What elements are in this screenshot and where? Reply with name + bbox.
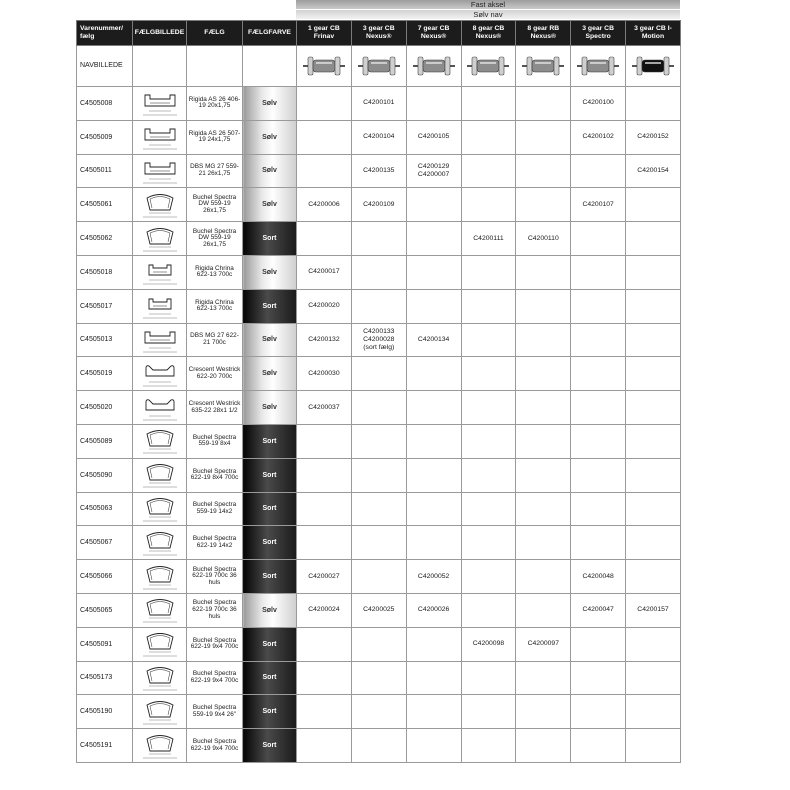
header-gear-5: 8 gear RB Nexus® [516,21,571,46]
rim-item-number: C4505011 [77,154,133,188]
hub-image-cell [626,46,681,87]
rim-profile-narrow-icon [134,257,185,287]
wheel-code-cell [626,87,681,121]
imotion-hub-icon [627,53,679,79]
rim-name: Rigida AS 26 406-19 20x1,75 [187,87,243,121]
rim-color: Sort [243,560,297,594]
rim-color: Sølv [243,120,297,154]
table-row [77,289,681,323]
table-row [77,729,681,763]
wheel-code-cell [406,357,461,391]
rim-profile-deep-icon [134,595,185,625]
hub-image-cell [406,46,461,87]
wheel-code-cell: C4200006 [297,188,352,222]
wheel-code-cell [571,627,626,661]
table-row [77,154,681,188]
wheel-code-cell [461,695,516,729]
rim-item-number: C4505063 [77,492,133,526]
rim-profile-wide-icon [134,156,185,186]
wheel-code-cell: C4200048 [571,560,626,594]
rim-image-cell [133,222,187,256]
wheel-code-cell [626,661,681,695]
wheel-code-cell: C4200026 [406,593,461,627]
wheel-code-cell [297,154,352,188]
wheel-code-cell [571,695,626,729]
wheel-code-cell [516,323,571,357]
wheel-code-cell [626,188,681,222]
rim-color: Sølv [243,593,297,627]
rim-color: Sort [243,222,297,256]
rim-color: Sølv [243,255,297,289]
table-row [77,424,681,458]
rim-item-number: C4505173 [77,661,133,695]
wheel-code-cell [351,357,406,391]
wheel-code-cell [351,526,406,560]
table-row [77,492,681,526]
wheel-code-cell [297,87,352,121]
rim-image-cell [133,661,187,695]
wheel-code-cell [516,593,571,627]
table-row [77,323,681,357]
wheel-code-cell: C4200129 C4200007 [406,154,461,188]
empty-cell [243,46,297,87]
wheel-code-cell [516,695,571,729]
rim-color: Sort [243,289,297,323]
rim-profile-wide-icon [134,88,185,118]
rim-name: DBS MG 27 559-21 26x1,75 [187,154,243,188]
rim-item-number: C4505091 [77,627,133,661]
wheel-code-cell [571,323,626,357]
wheel-code-cell [626,255,681,289]
wheel-code-cell [461,593,516,627]
rim-profile-wide-icon [134,122,185,152]
wheel-code-cell [351,289,406,323]
wheel-code-cell: C4200157 [626,593,681,627]
rim-name: Buchel Spectra 622-19 9x4 700c [187,661,243,695]
rim-name: Buchel Spectra 622-19 700c 36 huls [187,560,243,594]
wheel-code-cell [516,458,571,492]
rim-profile-deep-icon [134,426,185,456]
rim-color: Sølv [243,323,297,357]
wheel-code-cell [461,458,516,492]
rim-name: Rigida Chrina 622-13 700c [187,255,243,289]
wheel-code-cell: C4200111 [461,222,516,256]
wheel-code-cell: C4200154 [626,154,681,188]
header-gear-2: 3 gear CB Nexus® [351,21,406,46]
rim-name: Buchel Spectra DW 559-19 26x1,75 [187,188,243,222]
wheel-code-cell [626,391,681,425]
wheel-code-cell [571,492,626,526]
wheel-code-cell: C4200104 [351,120,406,154]
wheel-code-cell [297,729,352,763]
rim-color: Sort [243,695,297,729]
wheel-code-cell [626,627,681,661]
rim-hub-table [76,20,681,763]
wheel-code-cell [516,357,571,391]
wheel-code-cell [516,526,571,560]
wheel-code-cell [461,357,516,391]
wheel-code-cell [571,526,626,560]
wheel-code-cell: C4200132 [297,323,352,357]
wheel-code-cell [461,729,516,763]
rim-name: Rigida Chrina 622-13 700c [187,289,243,323]
wheel-code-cell: C4200101 [351,87,406,121]
table-row [77,661,681,695]
rim-color: Sølv [243,188,297,222]
wheel-code-cell [351,661,406,695]
wheel-code-cell [461,424,516,458]
wheel-code-cell [406,627,461,661]
wheel-code-cell: C4200133 C4200028 (sort fælg) [351,323,406,357]
wheel-code-cell: C4200020 [297,289,352,323]
wheel-code-cell [626,222,681,256]
hub-image-cell [461,46,516,87]
rim-image-cell [133,593,187,627]
rim-color: Sort [243,661,297,695]
rim-name: DBS MG 27 622-21 700c [187,323,243,357]
wheel-code-cell: C4200135 [351,154,406,188]
wheel-code-cell [461,391,516,425]
wheel-code-cell [461,87,516,121]
wheel-code-cell [571,391,626,425]
wheel-code-cell [461,188,516,222]
wheel-code-cell: C4200105 [406,120,461,154]
wheel-code-cell [516,120,571,154]
rim-image-cell [133,458,187,492]
rim-name: Crescent Westrick 622-20 700c [187,357,243,391]
rim-item-number: C4505061 [77,188,133,222]
wheel-code-cell [351,492,406,526]
wheel-code-cell [626,323,681,357]
rim-image-cell [133,323,187,357]
hub-image-cell [516,46,571,87]
hub-image-cell [351,46,406,87]
header-gear-3: 7 gear CB Nexus® [406,21,461,46]
wheel-code-cell: C4200037 [297,391,352,425]
wheel-code-cell [516,492,571,526]
wheel-code-cell [351,729,406,763]
rim-name: Buchel Spectra DW 559-19 26x1,75 [187,222,243,256]
wheel-code-cell [351,560,406,594]
wheel-code-cell [297,120,352,154]
rim-item-number: C4505067 [77,526,133,560]
rim-image-cell [133,120,187,154]
wheel-code-cell [571,154,626,188]
wheel-code-cell: C4200134 [406,323,461,357]
wheel-code-cell [351,424,406,458]
nexus8rb-hub-icon [517,53,569,79]
rim-profile-deep-icon [134,528,185,558]
table-row [77,357,681,391]
rim-image-cell [133,526,187,560]
rim-image-cell [133,391,187,425]
band-fixed-axle: Fast aksel [296,0,680,9]
wheel-code-cell: C4200030 [297,357,352,391]
wheel-code-cell: C4200097 [516,627,571,661]
rim-image-cell [133,289,187,323]
rim-item-number: C4505090 [77,458,133,492]
rim-item-number: C4505191 [77,729,133,763]
table-row [77,188,681,222]
rim-image-cell [133,255,187,289]
table-row [77,695,681,729]
table-row [77,391,681,425]
wheel-code-cell [461,323,516,357]
wheel-code-cell [461,560,516,594]
rim-profile-deep-icon [134,697,185,727]
table-row [77,120,681,154]
wheel-code-cell [351,255,406,289]
wheel-code-cell: C4200025 [351,593,406,627]
rim-profile-wide-icon [134,325,185,355]
wheel-code-cell [571,458,626,492]
rim-name: Buchel Spectra 622-19 700c 36 huls [187,593,243,627]
wheel-code-cell [516,289,571,323]
wheel-code-cell [571,424,626,458]
table-row [77,560,681,594]
rim-color: Sølv [243,391,297,425]
wheel-code-cell [406,391,461,425]
wheel-code-cell [626,526,681,560]
rim-color: Sort [243,526,297,560]
rim-color: Sort [243,492,297,526]
wheel-code-cell [351,222,406,256]
wheel-code-cell: C4200100 [571,87,626,121]
header-varenr: Varenummer/ fælg [77,21,133,46]
rim-profile-deep-icon [134,731,185,761]
wheel-code-cell [406,255,461,289]
rim-image-cell [133,87,187,121]
wheel-code-cell [626,560,681,594]
rim-item-number: C4505017 [77,289,133,323]
rim-color: Sølv [243,154,297,188]
wheel-code-cell [297,222,352,256]
table-row [77,593,681,627]
table-row [77,627,681,661]
rim-name: Buchel Spectra 559-19 9x4 26" [187,695,243,729]
wheel-code-cell [626,695,681,729]
rim-item-number: C4505019 [77,357,133,391]
nexus3-hub-icon [353,53,405,79]
header-gear-4: 8 gear CB Nexus® [461,21,516,46]
header-gear-1: 1 gear CB Frinav [297,21,352,46]
wheel-code-cell [516,729,571,763]
wheel-code-cell [297,695,352,729]
wheel-code-cell [297,492,352,526]
wheel-code-cell [516,661,571,695]
rim-name: Rigida AS 26 507-19 24x1,75 [187,120,243,154]
wheel-code-cell [571,222,626,256]
rim-name: Buchel Spectra 559-19 8x4 [187,424,243,458]
nexus8-hub-icon [463,53,515,79]
header-rim-image: FÆLGBILLEDE [133,21,187,46]
rim-image-cell [133,560,187,594]
wheel-code-cell [351,391,406,425]
rim-item-number: C4505020 [77,391,133,425]
wheel-code-cell [516,424,571,458]
wheel-code-cell [297,424,352,458]
header-rim: FÆLG [187,21,243,46]
rim-image-cell [133,492,187,526]
rim-profile-deep-icon [134,224,185,254]
wheel-code-cell [516,391,571,425]
table-row [77,87,681,121]
header-row [77,21,681,46]
rim-name: Buchel Spectra 559-19 14x2 [187,492,243,526]
hub-image-cell [297,46,352,87]
empty-cell [133,46,187,87]
rim-color: Sort [243,627,297,661]
wheel-code-cell: C4200102 [571,120,626,154]
wheel-code-cell [351,458,406,492]
wheel-code-cell [516,560,571,594]
rim-color: Sølv [243,357,297,391]
header-gear-6: 3 gear CB Spectro [571,21,626,46]
wheel-code-cell: C4200027 [297,560,352,594]
wheel-code-cell [406,729,461,763]
rim-item-number: C4505008 [77,87,133,121]
rim-color: Sølv [243,87,297,121]
wheel-code-cell [461,120,516,154]
hub-image-row [77,46,681,87]
wheel-code-cell [461,661,516,695]
rim-profile-deep-icon [134,663,185,693]
rim-item-number: C4505018 [77,255,133,289]
rim-profile-deep-icon [134,562,185,592]
wheel-code-cell: C4200024 [297,593,352,627]
rim-item-number: C4505013 [77,323,133,357]
wheel-code-cell [297,627,352,661]
wheel-code-cell [516,188,571,222]
rim-item-number: C4505089 [77,424,133,458]
wheel-code-cell: C4200052 [406,560,461,594]
rim-image-cell [133,188,187,222]
rim-item-number: C4505066 [77,560,133,594]
wheel-code-cell: C4200110 [516,222,571,256]
rim-profile-narrow-icon [134,291,185,321]
rim-item-number: C4505062 [77,222,133,256]
rim-item-number: C4505009 [77,120,133,154]
wheel-code-cell [406,222,461,256]
rim-profile-deep-icon [134,494,185,524]
wheel-code-cell [406,458,461,492]
wheel-code-cell [626,729,681,763]
wheel-code-cell: C4200107 [571,188,626,222]
wheel-code-cell [297,661,352,695]
wheel-code-cell: C4200047 [571,593,626,627]
nexus7-hub-icon [408,53,460,79]
table-row [77,222,681,256]
rim-image-cell [133,627,187,661]
rim-name: Buchel Spectra 622-19 9x4 700c [187,729,243,763]
wheel-code-cell [571,729,626,763]
wheel-code-cell [461,492,516,526]
rim-color: Sort [243,729,297,763]
rim-profile-deep-icon [134,460,185,490]
rim-item-number: C4505190 [77,695,133,729]
rim-profile-deep-icon [134,190,185,220]
wheel-code-cell [406,661,461,695]
wheel-code-cell [461,526,516,560]
wheel-code-cell [406,87,461,121]
wheel-code-cell [351,695,406,729]
rim-item-number: C4505065 [77,593,133,627]
rim-profile-flat-icon [134,359,185,389]
wheel-code-cell [516,255,571,289]
wheel-code-cell [571,255,626,289]
wheel-code-cell [626,492,681,526]
rim-image-cell [133,424,187,458]
wheel-code-cell: C4200098 [461,627,516,661]
wheel-code-cell [406,492,461,526]
rim-name: Buchel Spectra 622-19 9x4 700c [187,627,243,661]
wheel-code-cell [516,87,571,121]
wheel-code-cell [571,661,626,695]
table-row [77,526,681,560]
rim-profile-flat-icon [134,393,185,423]
rim-profile-deep-icon [134,629,185,659]
wheel-code-cell [626,458,681,492]
wheel-code-cell: C4200109 [351,188,406,222]
wheel-code-cell [571,357,626,391]
wheel-code-cell [571,289,626,323]
wheel-code-cell: C4200152 [626,120,681,154]
rim-color: Sort [243,458,297,492]
wheel-code-cell [406,424,461,458]
wheel-code-cell [461,154,516,188]
hub-image-label: NAVBILLEDE [77,46,133,87]
rim-image-cell [133,154,187,188]
rim-image-cell [133,357,187,391]
wheel-code-cell [297,526,352,560]
rim-name: Buchel Spectra 622-19 8x4 700c [187,458,243,492]
wheel-code-cell [626,424,681,458]
wheel-code-cell [406,695,461,729]
wheel-code-cell [461,255,516,289]
rim-name: Crescent Westrick 635-22 28x1 1/2 [187,391,243,425]
wheel-code-cell [351,627,406,661]
rim-image-cell [133,729,187,763]
wheel-code-cell [461,289,516,323]
header-gear-7: 3 gear CB I-Motion [626,21,681,46]
wheel-code-cell [626,357,681,391]
wheel-code-cell [297,458,352,492]
wheel-code-cell [626,289,681,323]
band-silver-hub: Sølv nav [296,10,680,19]
header-rim-color: FÆLGFARVE [243,21,297,46]
wheel-code-cell [406,289,461,323]
wheel-code-cell [516,154,571,188]
table-row [77,458,681,492]
rim-name: Buchel Spectra 622-19 14x2 [187,526,243,560]
rim-color: Sort [243,424,297,458]
frinav-hub-icon [298,53,350,79]
hub-image-cell [571,46,626,87]
empty-cell [187,46,243,87]
rim-image-cell [133,695,187,729]
wheel-code-cell: C4200017 [297,255,352,289]
wheel-code-cell [406,526,461,560]
wheel-code-cell [406,188,461,222]
table-row [77,255,681,289]
spectro-hub-icon [572,53,624,79]
